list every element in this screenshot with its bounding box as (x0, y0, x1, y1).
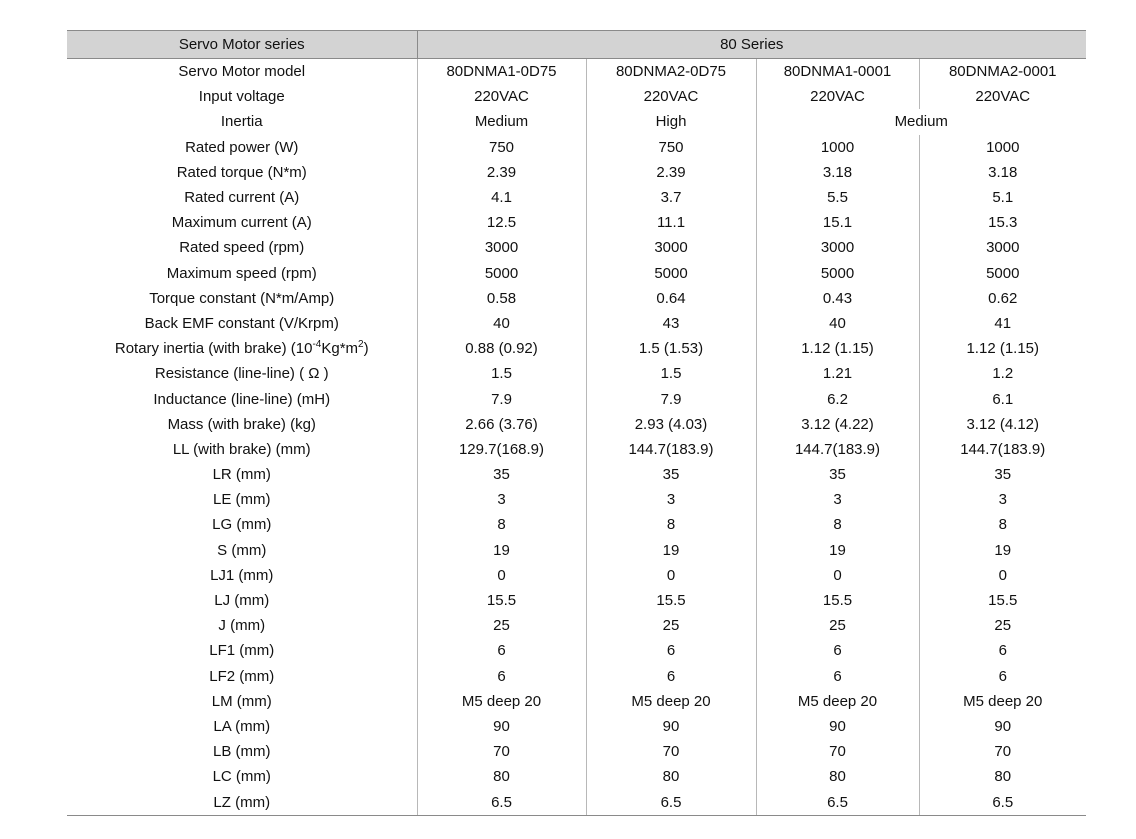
row-value: 3 (756, 487, 919, 512)
row-value: 6.2 (756, 386, 919, 411)
row-label: Rated power (W) (67, 135, 417, 160)
row-value: 70 (586, 739, 756, 764)
row-value: 1.2 (992, 365, 1014, 383)
table-row (67, 588, 1086, 613)
row-value: 3000 (986, 239, 1020, 257)
row-value: 6 (586, 638, 756, 663)
row-label: LM (mm) (67, 689, 417, 714)
table-row (67, 437, 1086, 462)
table-row (67, 714, 1086, 739)
row-value: 6 (998, 642, 1007, 660)
row-value: 144.7(183.9) (960, 440, 1046, 458)
row-label: S (mm) (67, 538, 417, 563)
row-value: 8 (756, 512, 919, 537)
table-row (67, 109, 1086, 134)
row-value: M5 deep 20 (963, 692, 1043, 710)
table-row (67, 286, 1086, 311)
table-row (67, 235, 1086, 260)
row-value: M5 deep 20 (417, 689, 586, 714)
row-value: 1000 (986, 138, 1020, 156)
table-row (67, 613, 1086, 638)
row-value: 1.21 (756, 361, 919, 386)
row-label-part: ) (363, 340, 369, 358)
row-value: 1.5 (1.53) (586, 336, 756, 361)
row-value: 12.5 (417, 210, 586, 235)
row-value: 8 (586, 512, 756, 537)
row-value: 3.18 (756, 160, 919, 185)
row-value: 8 (417, 512, 586, 537)
row-value: 0 (756, 563, 919, 588)
row-value: Medium (417, 109, 586, 134)
row-label: Mass (with brake) (kg) (67, 412, 417, 437)
row-value: 80 (756, 764, 919, 789)
row-value: 5000 (417, 261, 586, 286)
row-value: 129.7(168.9) (417, 437, 586, 462)
table-row (67, 664, 1086, 689)
row-value: 80 (586, 764, 756, 789)
row-label: LZ (mm) (67, 789, 417, 815)
row-value: 1.5 (586, 361, 756, 386)
row-value: 25 (586, 613, 756, 638)
row-value: 25 (417, 613, 586, 638)
row-value: 80 (417, 764, 586, 789)
row-label: Maximum current (A) (67, 210, 417, 235)
row-value: 19 (994, 541, 1012, 559)
row-value: 2.39 (586, 160, 756, 185)
row-value: 5000 (986, 264, 1020, 282)
row-value: 6 (998, 667, 1007, 685)
row-label: Rated torque (N*m) (67, 160, 417, 185)
row-value: 80DNMA2-0001 (948, 63, 1057, 81)
row-value: 25 (756, 613, 919, 638)
row-value: 3.12 (4.22) (756, 412, 919, 437)
row-value: 6.5 (919, 789, 1086, 815)
row-value: 3000 (417, 235, 586, 260)
row-label: Inductance (line-line) (mH) (67, 386, 417, 411)
row-value: 8 (998, 516, 1007, 534)
row-value: 11.1 (586, 210, 756, 235)
row-label-part: Rotary inertia (with brake) (10 (114, 340, 313, 358)
table-row (67, 160, 1086, 185)
row-value: 80DNMA2-0D75 (586, 59, 756, 85)
row-value: 4.1 (417, 185, 586, 210)
row-value: 70 (994, 743, 1012, 761)
row-value: 3.7 (586, 185, 756, 210)
table-row (67, 135, 1086, 160)
row-value: 3 (586, 487, 756, 512)
row-value: 144.7(183.9) (586, 437, 756, 462)
row-label: LG (mm) (67, 512, 417, 537)
row-value: 15.5 (586, 588, 756, 613)
table-row (67, 764, 1086, 789)
row-label: Resistance (line-line) ( Ω ) (67, 361, 417, 386)
row-label: Input voltage (67, 84, 417, 109)
row-label: LF1 (mm) (67, 638, 417, 663)
row-value: 3000 (586, 235, 756, 260)
table-row (67, 412, 1086, 437)
row-value: 70 (756, 739, 919, 764)
row-value: 15.5 (756, 588, 919, 613)
row-value: 90 (586, 714, 756, 739)
table-row (67, 487, 1086, 512)
table-row (67, 563, 1086, 588)
row-value: 80DNMA1-0001 (756, 59, 919, 85)
row-value: 1.12 (1.15) (756, 336, 919, 361)
row-value: 5000 (756, 261, 919, 286)
row-label: Inertia (67, 109, 417, 134)
row-value: 40 (417, 311, 586, 336)
row-value: 25 (994, 617, 1012, 635)
row-label: LA (mm) (67, 714, 417, 739)
row-label: LR (mm) (67, 462, 417, 487)
row-value: 220VAC (975, 88, 1031, 106)
row-value: 5000 (586, 261, 756, 286)
row-label: LC (mm) (67, 764, 417, 789)
row-value: 70 (417, 739, 586, 764)
row-value: 1000 (756, 135, 919, 160)
table-row (67, 84, 1086, 109)
table-row (67, 261, 1086, 286)
table-row (67, 462, 1086, 487)
row-value: 15.5 (988, 592, 1018, 610)
row-value: 19 (417, 538, 586, 563)
row-value: 6.1 (992, 390, 1014, 408)
row-value: 220VAC (586, 84, 756, 109)
row-label: Servo Motor model (67, 59, 417, 85)
row-label: LB (mm) (67, 739, 417, 764)
row-value: 3000 (756, 235, 919, 260)
row-label: LL (with brake) (mm) (67, 437, 417, 462)
table-row (67, 638, 1086, 663)
row-label: Back EMF constant (V/Krpm) (67, 311, 417, 336)
row-value: 1.5 (417, 361, 586, 386)
row-label: LE (mm) (67, 487, 417, 512)
row-value: 6.5 (756, 789, 919, 815)
table-row (67, 789, 1086, 815)
table-row (67, 59, 1086, 85)
header-series: 80 Series (417, 31, 1086, 59)
row-value: 2.93 (4.03) (586, 412, 756, 437)
row-value: 90 (417, 714, 586, 739)
row-value: 6 (756, 638, 919, 663)
row-value: 35 (586, 462, 756, 487)
row-value: 15.5 (417, 588, 586, 613)
row-value: 0.43 (756, 286, 919, 311)
table-row (67, 512, 1086, 537)
row-label: LF2 (mm) (67, 664, 417, 689)
row-value: 750 (586, 135, 756, 160)
row-value: 80 (994, 768, 1012, 786)
row-value: 19 (586, 538, 756, 563)
row-value: 0.88 (0.92) (417, 336, 586, 361)
row-value: 3 (417, 487, 586, 512)
row-value: 43 (586, 311, 756, 336)
row-value: 144.7(183.9) (756, 437, 919, 462)
row-value: 35 (994, 466, 1012, 484)
table-row (67, 739, 1086, 764)
table-row (67, 361, 1086, 386)
row-value: M5 deep 20 (756, 689, 919, 714)
row-value: 0.58 (417, 286, 586, 311)
row-value: 6 (756, 664, 919, 689)
row-value: 6 (417, 664, 586, 689)
table-row (67, 336, 1086, 361)
row-value: 220VAC (756, 84, 919, 109)
row-value: 1.12 (1.15) (966, 340, 1040, 358)
row-value: 0.64 (586, 286, 756, 311)
row-value: 0.62 (988, 289, 1018, 307)
row-label (67, 336, 417, 361)
table-row (67, 185, 1086, 210)
row-value: 6 (417, 638, 586, 663)
row-value: 15.1 (756, 210, 919, 235)
row-value: 90 (994, 717, 1012, 735)
row-value: 3.18 (988, 163, 1018, 181)
header-label: Servo Motor series (67, 31, 417, 59)
row-label: Maximum speed (rpm) (67, 261, 417, 286)
row-label-part: 2 (358, 339, 364, 351)
row-label-part: Kg*m (321, 340, 359, 358)
row-label: Rated current (A) (67, 185, 417, 210)
row-value: 35 (417, 462, 586, 487)
row-value: 2.39 (417, 160, 586, 185)
row-value: High (586, 109, 756, 134)
row-label: Torque constant (N*m/Amp) (67, 286, 417, 311)
row-label: J (mm) (67, 613, 417, 638)
table-row (67, 689, 1086, 714)
row-value: 220VAC (417, 84, 586, 109)
row-value: 35 (756, 462, 919, 487)
row-value: 0 (998, 566, 1007, 584)
row-label: LJ1 (mm) (67, 563, 417, 588)
row-label: Rated speed (rpm) (67, 235, 417, 260)
table-row (67, 386, 1086, 411)
row-value: 3 (998, 491, 1007, 509)
row-value: 3.12 (4.12) (966, 415, 1040, 433)
row-value: 90 (756, 714, 919, 739)
row-value: 6.5 (586, 789, 756, 815)
row-value: 7.9 (417, 386, 586, 411)
spec-table (67, 30, 1086, 816)
row-value: 6.5 (417, 789, 586, 815)
row-value: 0 (586, 563, 756, 588)
row-value: 5.5 (756, 185, 919, 210)
row-value: 0 (417, 563, 586, 588)
row-value: 15.3 (988, 214, 1018, 232)
table-row (67, 538, 1086, 563)
row-value: 2.66 (3.76) (417, 412, 586, 437)
row-value: Medium (894, 113, 948, 131)
row-value: 19 (756, 538, 919, 563)
row-value: 7.9 (586, 386, 756, 411)
row-value: 5.1 (992, 189, 1014, 207)
row-value: 41 (994, 314, 1012, 332)
row-label-part: -4 (312, 339, 322, 351)
table-row (67, 311, 1086, 336)
row-label: LJ (mm) (67, 588, 417, 613)
row-value: 40 (756, 311, 919, 336)
row-value: 6 (586, 664, 756, 689)
header-row (67, 31, 1086, 59)
row-value: 80DNMA1-0D75 (417, 59, 586, 85)
row-value: M5 deep 20 (586, 689, 756, 714)
table-row (67, 210, 1086, 235)
row-value: 750 (417, 135, 586, 160)
